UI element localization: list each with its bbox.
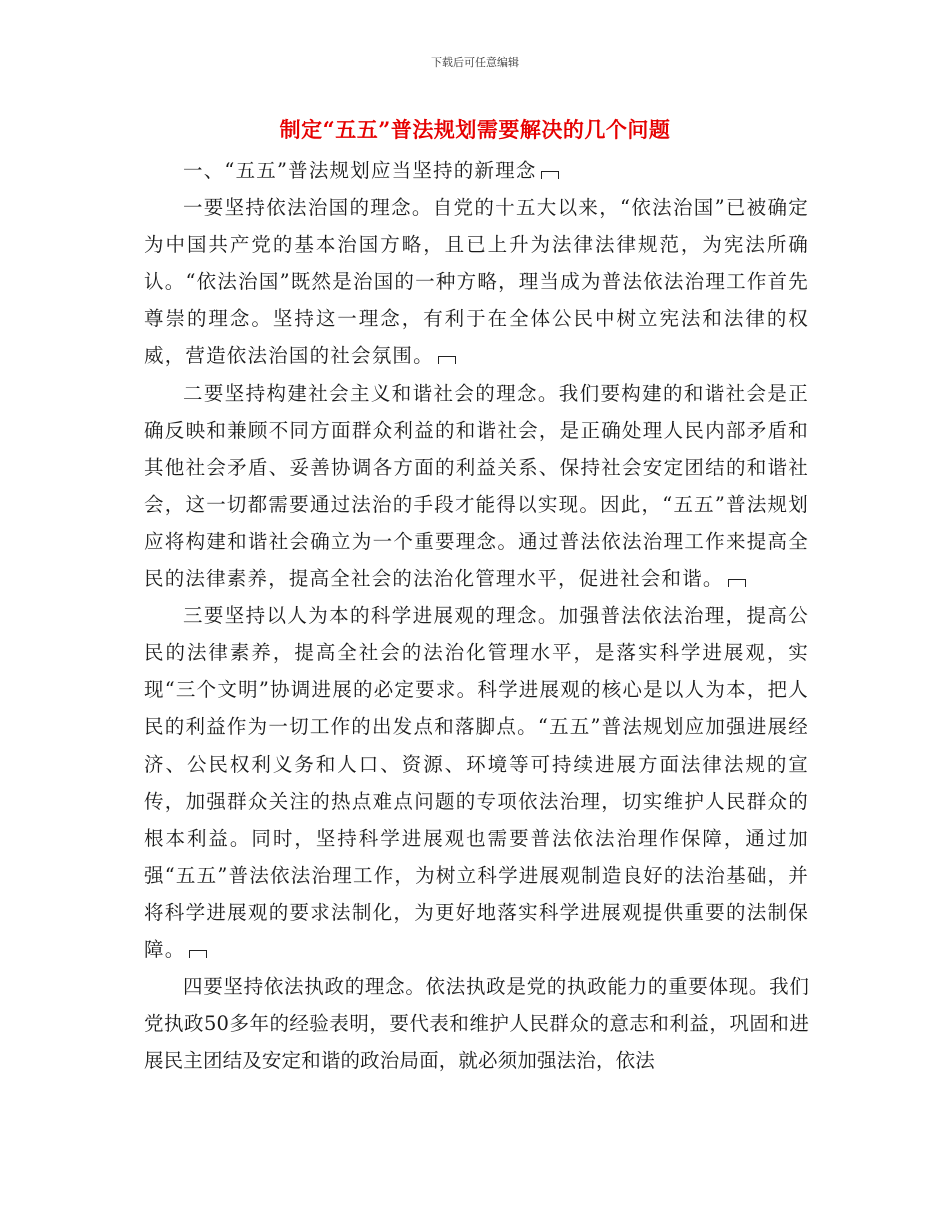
paragraph-mark-icon	[189, 950, 207, 958]
paragraph-mark-icon	[541, 171, 559, 179]
paragraph-3	[144, 597, 809, 968]
paragraph-mark-icon	[438, 356, 456, 364]
document-title: 制定“五五”普法规划需要解决的几个问题	[279, 117, 671, 142]
paragraph-1	[144, 189, 809, 374]
paragraph-2	[144, 375, 809, 598]
paragraph-4-text: 四要坚持依法执政的理念。依法执政是党的执政能力的重要体现。我们党执政50多年的经验表明，要代表和维护人民群众的意志和利益，巩固和进展民主团结及安定和谐的政治局面，就必须加强法治，依法	[144, 975, 809, 1073]
paragraph-1-text: 一要坚持依法治国的理念。自党的十五大以来，“依法治国”已被确定为中国共产党的基本治国方略，且已上升为法律法律规范，为宪法所确认。“依法治国”既然是治国的一种方略，理当成为普法依法治理工作首先尊崇的理念。坚持这一理念，有利于在全体公民中树立宪法和法律的权威，营造依法治国的社会氛围。	[144, 196, 809, 368]
header-note: 下载后可任意编辑	[431, 56, 519, 69]
section-heading	[144, 152, 809, 189]
paragraph-mark-icon	[728, 579, 746, 587]
paragraph-3-text: 三要坚持以人为本的科学进展观的理念。加强普法依法治理，提高公民的法律素养，提高全社会的法治化管理水平，是落实科学进展观，实现“三个文明”协调进展的必定要求。科学进展观的核心是以人为本，把人民的利益作为一切工作的出发点和落脚点。“五五”普法规划应加强进展经济、公民权利义务和人口、资源、环境等可持续进展方面法律法规的宣传，加强群众关注的热点难点问题的专项依法治理，切实维护人民群众的根本利益。同时，坚持科学进展观也需要普法依法治理作保障，通过加强“五五”普法依法治理工作，为树立科学进展观制造良好的法治基础，并将科学进展观的要求法制化，为更好地落实科学进展观提供重要的法制保障。	[144, 604, 809, 961]
section-heading-text: 一、“五五”普法规划应当坚持的新理念	[183, 159, 537, 182]
paragraph-2-text: 二要坚持构建社会主义和谐社会的理念。我们要构建的和谐社会是正确反映和兼顾不同方面群众利益的和谐社会，是正确处理人民内部矛盾和其他社会矛盾、妥善协调各方面的利益关系、保持社会安定团结的和谐社会，这一切都需要通过法治的手段才能得以实现。因此，“五五”普法规划应将构建和谐社会确立为一个重要理念。通过普法依法治理工作来提高全民的法律素养，提高全社会的法治化管理水平，促进社会和谐。	[144, 381, 809, 591]
document-body	[144, 152, 809, 1079]
paragraph-4	[144, 968, 809, 1079]
